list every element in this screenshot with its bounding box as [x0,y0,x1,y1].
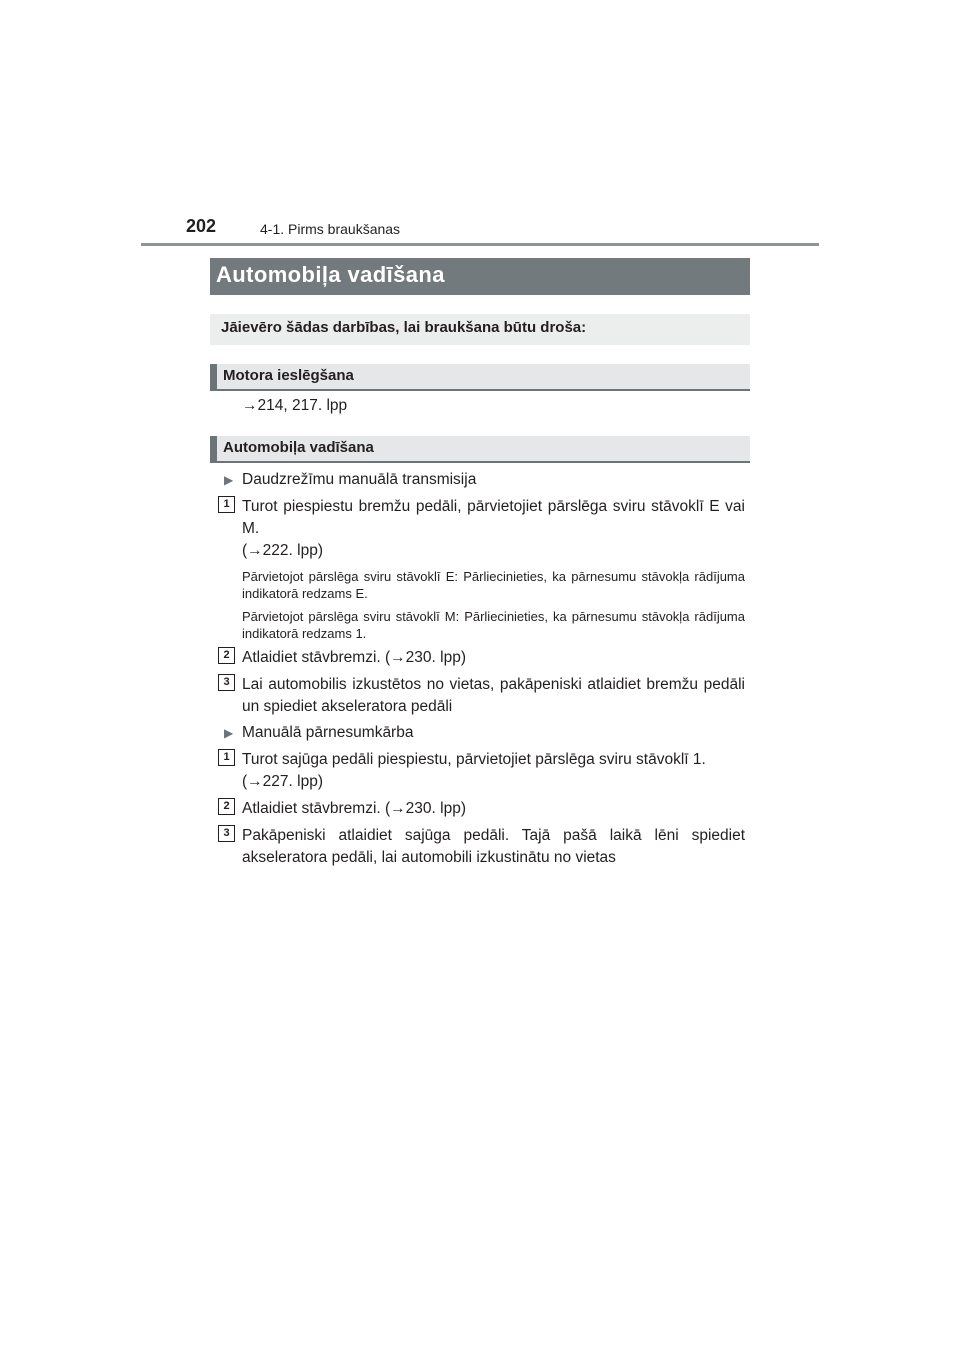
driving-heading: Automobiļa vadīšana [223,439,374,456]
manual-label: Manuālā pārnesumkārba [242,724,414,741]
multimode-step-3: Lai automobilis izkustētos no vietas, pakāpeniski atlaidiet bremžu pedāli un spiediet akseleratora pedāli [242,676,745,715]
engine-start-heading: Motora ieslēgšana [223,367,354,384]
multimode-label: Daudzrežīmu manuālā transmisija [242,471,477,488]
manual-step-3: Pakāpeniski atlaidiet sajūga pedāli. Tajā pašā laikā lēni spiediet akseleratora pedāli, lai automobili izkustinātu no vietas [242,827,745,866]
section-label: 4-1. Pirms braukšanas [260,221,401,237]
step-3-icon: 3 [218,674,235,691]
step-2-icon: 2 [218,798,235,815]
multimode-step-2: Atlaidiet stāvbremzi. (→230. lpp) [242,649,466,666]
engine-start-ref: →214, 217. lpp [242,397,348,414]
page-number: 202 [186,216,217,236]
multimode-step-1-ref: (→222. lpp) [242,542,323,559]
page-title: Automobiļa vadīšana [216,262,445,287]
step-2-icon: 2 [218,647,235,664]
multimode-note-2: Pārvietojot pārslēga sviru stāvoklī M: Pārliecinieties, ka pārnesumu stāvokļa rādījuma indikatorā redzams 1. [242,609,745,641]
multimode-step-1: Turot piespiestu bremžu pedāli, pārvietojiet pārslēga sviru stāvoklī E vai M. [242,498,745,537]
manual-step-1: Turot sajūga pedāli piespiestu, pārvietojiet pārslēga sviru stāvoklī 1. [242,751,706,768]
triangle-bullet-icon: ▶ [224,726,234,740]
triangle-bullet-icon: ▶ [224,473,234,487]
heading-accent [210,364,217,391]
header-rule [141,243,819,246]
step-1-icon: 1 [218,749,235,766]
step-1-icon: 1 [218,496,235,513]
step-3-icon: 3 [218,825,235,842]
manual-step-2: Atlaidiet stāvbremzi. (→230. lpp) [242,800,466,817]
multimode-note-1: Pārvietojot pārslēga sviru stāvoklī E: Pārliecinieties, ka pārnesumu stāvokļa rādījuma indikatorā redzams E. [242,569,745,601]
heading-accent [210,436,217,463]
manual-step-1-ref: (→227. lpp) [242,773,323,790]
intro-text: Jāievēro šādas darbības, lai braukšana būtu droša: [221,319,587,336]
